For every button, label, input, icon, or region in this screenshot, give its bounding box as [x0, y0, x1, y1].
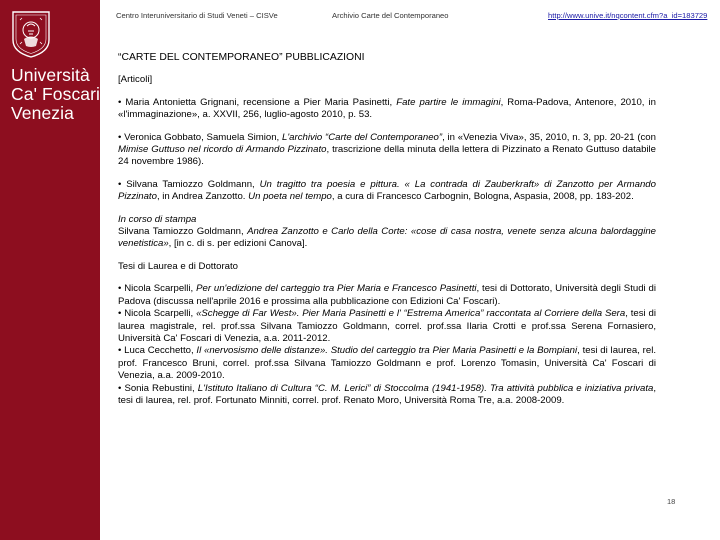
bullet: • — [118, 345, 125, 357]
thesis-entry — [118, 345, 656, 382]
entry-text: , a cura di Francesco Carbognin, Bologna, Aspasia, 2008, pp. 183-202. — [331, 191, 634, 203]
header-archive-name: Archivio Carte del Contemporaneo — [332, 11, 449, 20]
entry-title: Fate partire le immagini — [396, 96, 501, 108]
forthcoming-entry — [118, 214, 656, 251]
header-link[interactable]: http://www.unive.it/nqcontent.cfm?a_id=183729 — [548, 11, 708, 20]
bullet: • — [118, 382, 125, 394]
entry-text: Nicola Scarpelli, — [124, 283, 197, 295]
entry-title: Mimise Guttuso nel ricordo di Armando Pizzinato — [118, 144, 327, 156]
entry-text: Veronica Gobbato, Samuela Simion, — [124, 131, 282, 143]
university-name-line: Università — [11, 65, 90, 85]
entry-title: «Schegge di Far West». Pier Maria Pasinetti e l' “Estrema America” raccontata al Corriere della Sera — [196, 308, 626, 320]
entry-text: , tesi di laurea, rel. prof. Francesco Bruni, correl. prof.ssa Silvana Tamiozzo Goldmann e prof. Lorenzo Tomasin, Università Ca' Foscari di Venezia, a.a. 2009-2010. — [118, 345, 657, 382]
page-title: “CARTE DEL CONTEMPORANEO” PUBBLICAZIONI — [118, 52, 365, 63]
bullet: • — [118, 178, 127, 190]
entry-text: Sonia Rebustini, — [124, 382, 198, 394]
bullet: • — [118, 283, 125, 295]
entry-text: Maria Antonietta Grignani, recensione a Pier Maria Pasinetti, — [125, 96, 397, 108]
thesis-entry — [118, 283, 656, 308]
entry-text: , trascrizione della minuta della lettera di Pizzinato a Renato Guttuso databile 24 novembre 1986). — [118, 144, 657, 168]
section-heading-theses: Tesi di Laurea e di Dottorato — [118, 260, 238, 272]
entry-title: Andrea Zanzotto e Carlo della Corte: «cose di casa nostra, venete senza alcuna balordaggine venetistica» — [118, 226, 656, 250]
thesis-entry — [118, 383, 656, 408]
entry-title: Un poeta nel tempo — [248, 191, 332, 203]
entry-title: Un tragitto tra poesia e pittura. « La contrada di Zauberkraft» di Zanzotto per Armando Pizzinato — [118, 178, 656, 203]
bullet: • — [118, 96, 126, 108]
university-name-line: Venezia — [11, 103, 74, 123]
entry-text: Silvana Tamiozzo Goldmann, — [118, 226, 248, 238]
entry-text: , tesi di laurea magistrale, rel. prof.ssa Silvana Tamiozzo Goldmann, correl. prof.ssa Ilaria Crotti e prof.ssa Serena Fornasiero, Università Ca' Foscari di Venezia, a.a. 2011-2012. — [118, 308, 656, 344]
publication-entry — [118, 97, 656, 122]
header-center-name: Centro Interuniversitario di Studi Veneti – CISVe — [116, 11, 278, 20]
page-header — [0, 11, 720, 23]
entry-title: L'archivio “Carte del Contemporaneo” — [282, 131, 443, 143]
bullet: • — [118, 131, 125, 143]
publication-entry — [118, 132, 656, 169]
entry-text: , tesi di laurea, rel. prof. Fortunato Minniti, correl. prof. Renato Moro, Università Roma Tre, a.a. 2008-2009. — [118, 382, 657, 406]
entry-text: , in Andrea Zanzotto. — [156, 191, 249, 203]
entry-text: , in «Venezia Viva», 35, 2010, n. 3, pp. 20-21 (con — [442, 131, 656, 143]
university-name — [11, 66, 99, 123]
entry-text: Nicola Scarpelli, — [124, 308, 197, 320]
publication-entry — [118, 179, 656, 204]
thesis-entry — [118, 308, 656, 345]
entry-title: L'Istituto Italiano di Cultura “C. M. Lerici” di Stoccolma (1941-1958). Tra attività pubblica e iniziativa privata — [197, 382, 654, 394]
entry-text: , [in c. di s. per edizioni Canova]. — [168, 238, 308, 250]
sidebar — [0, 0, 100, 540]
entry-text: , tesi di Dottorato, Università degli Studi di Padova (discussa nell'aprile 2016 e prossima alla pubblicazione con Edizioni Ca' Foscari). — [118, 283, 657, 307]
entry-text: Silvana Tamiozzo Goldmann, — [126, 178, 260, 190]
entry-title: Il «nervosismo delle distanze». Studio del carteggio tra Pier Maria Pasinetti e la Bompiani — [196, 345, 578, 357]
page-number: 18 — [667, 497, 676, 506]
entry-text: Luca Cecchetto, — [124, 345, 197, 357]
forthcoming-label: In corso di stampa — [118, 213, 197, 225]
section-heading-articles: [Articoli] — [118, 74, 153, 86]
bullet: • — [118, 308, 125, 320]
entry-text: , Roma-Padova, Antenore, 2010, in «l'immaginazione», a. XXVII, 256, luglio-agosto 2010, p. 53. — [118, 96, 656, 121]
university-name-line: Ca' Foscari — [11, 84, 101, 104]
main-content — [118, 52, 656, 407]
entry-title: Per un'edizione del carteggio tra Pier Maria e Francesco Pasinetti — [196, 283, 477, 295]
